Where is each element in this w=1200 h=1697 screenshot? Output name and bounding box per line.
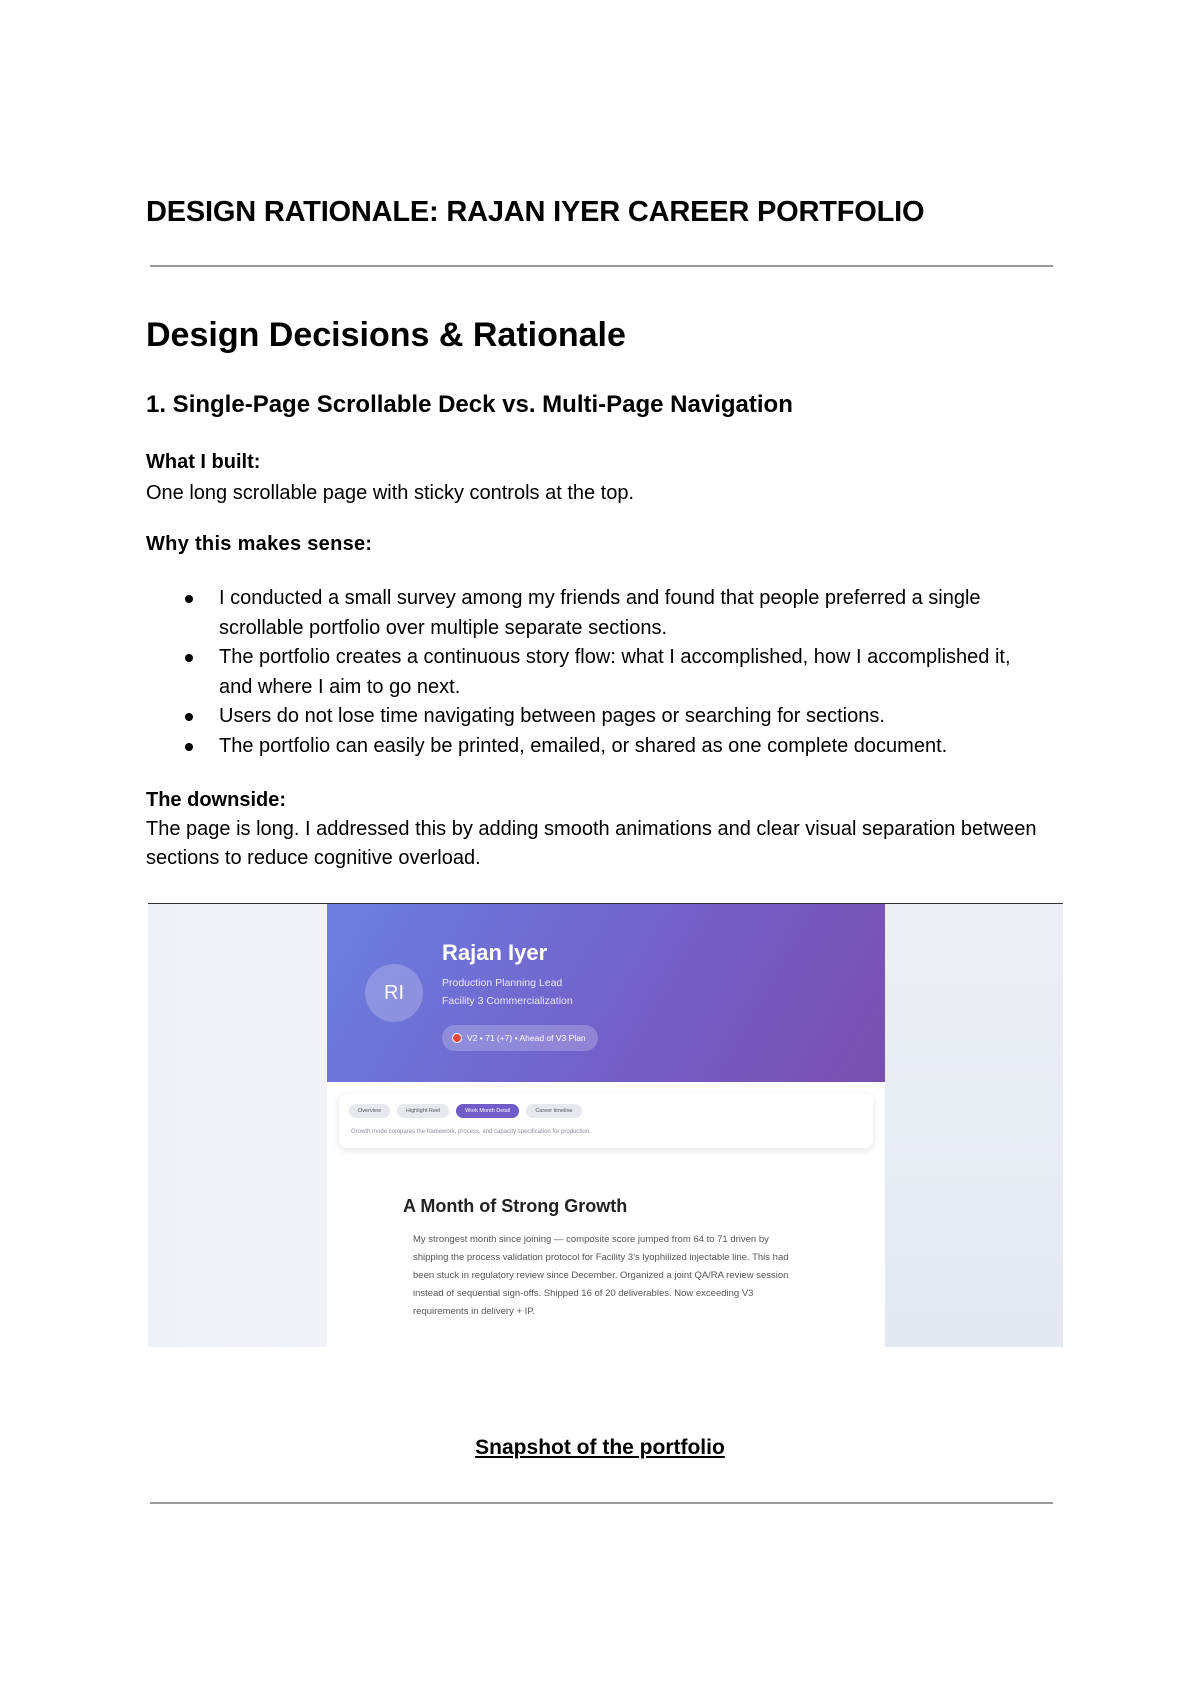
portfolio-team: Facility 3 Commercialization <box>442 995 573 1007</box>
bottom-divider <box>150 1502 1053 1504</box>
bullet-icon <box>185 743 193 751</box>
what-built-text: One long scrollable page with sticky controls at the top. <box>146 482 635 504</box>
tab-highlight-reel: Highlight Reel <box>397 1104 449 1118</box>
bullet-text: Users do not lose time navigating between pages or searching for sections. <box>219 705 885 727</box>
document-title: DESIGN RATIONALE: RAJAN IYER CAREER PORTFOLIO <box>146 196 925 228</box>
section-heading: Design Decisions & Rationale <box>146 316 626 354</box>
view-tabs <box>349 1104 582 1118</box>
subsection-title: 1. Single-Page Scrollable Deck vs. Multi-Page Navigation <box>146 391 793 418</box>
bullet-item <box>146 732 1046 762</box>
portfolio-role: Production Planning Lead <box>442 977 563 989</box>
rationale-bullet-list <box>146 584 1046 761</box>
figure-caption: Snapshot of the portfolio <box>475 1436 725 1459</box>
bullet-item <box>146 643 1046 702</box>
tab-work-month-detail: Work Month Detail <box>456 1104 519 1118</box>
portfolio-hero-banner <box>327 904 885 1082</box>
bullet-icon <box>185 713 193 721</box>
sticky-controls-bar <box>339 1094 873 1148</box>
status-badge <box>442 1025 598 1051</box>
top-divider <box>150 265 1053 267</box>
what-built-label: What I built: <box>146 451 261 473</box>
bullet-icon <box>185 595 193 603</box>
tab-overview: Overview <box>349 1104 390 1118</box>
downside-label: The downside: <box>146 789 286 811</box>
bullet-text: The portfolio can easily be printed, emailed, or shared as one complete document. <box>219 734 948 757</box>
bullet-icon <box>185 654 193 662</box>
portfolio-snapshot-image <box>148 903 1063 1347</box>
why-label: Why this makes sense: <box>146 533 373 555</box>
bullet-text: The portfolio creates a continuous story flow: what I accomplished, how I accomplished it, and where I aim to go next. <box>219 646 1011 698</box>
snapshot-background-right <box>885 904 1063 1347</box>
snapshot-section-body: My strongest month since joining — composite score jumped from 64 to 71 driven by shipping the process validation protocol for Facility 3's lyophilized injectable line. This had been stuck in regulatory review since December. Organized a joint QA/RA review session instead of sequential sign-offs. Shipped 16 of 20 deliverables. Now exceeding V3 requirements in delivery + IP. <box>413 1234 789 1317</box>
bullet-text: I conducted a small survey among my friends and found that people preferred a single scrollable portfolio over multiple separate sections. <box>219 587 981 639</box>
avatar: RI <box>365 964 423 1022</box>
bullet-item <box>146 584 1046 643</box>
downside-text: The page is long. I addressed this by adding smooth animations and clear visual separation between sections to reduce cognitive overload. <box>146 818 1037 869</box>
portfolio-name: Rajan Iyer <box>442 940 548 965</box>
status-dot-icon <box>452 1033 462 1043</box>
status-badge-text: V2 • 71 (+7) • Ahead of V3 Plan <box>467 1033 586 1043</box>
snapshot-section-title: A Month of Strong Growth <box>403 1196 628 1216</box>
bullet-item <box>146 702 1046 732</box>
controls-hint: Growth mode compares the framework, process, and capacity specification for production. <box>351 1129 591 1135</box>
portfolio-card <box>327 904 885 1347</box>
tab-career-timeline: Career timeline <box>526 1104 581 1118</box>
